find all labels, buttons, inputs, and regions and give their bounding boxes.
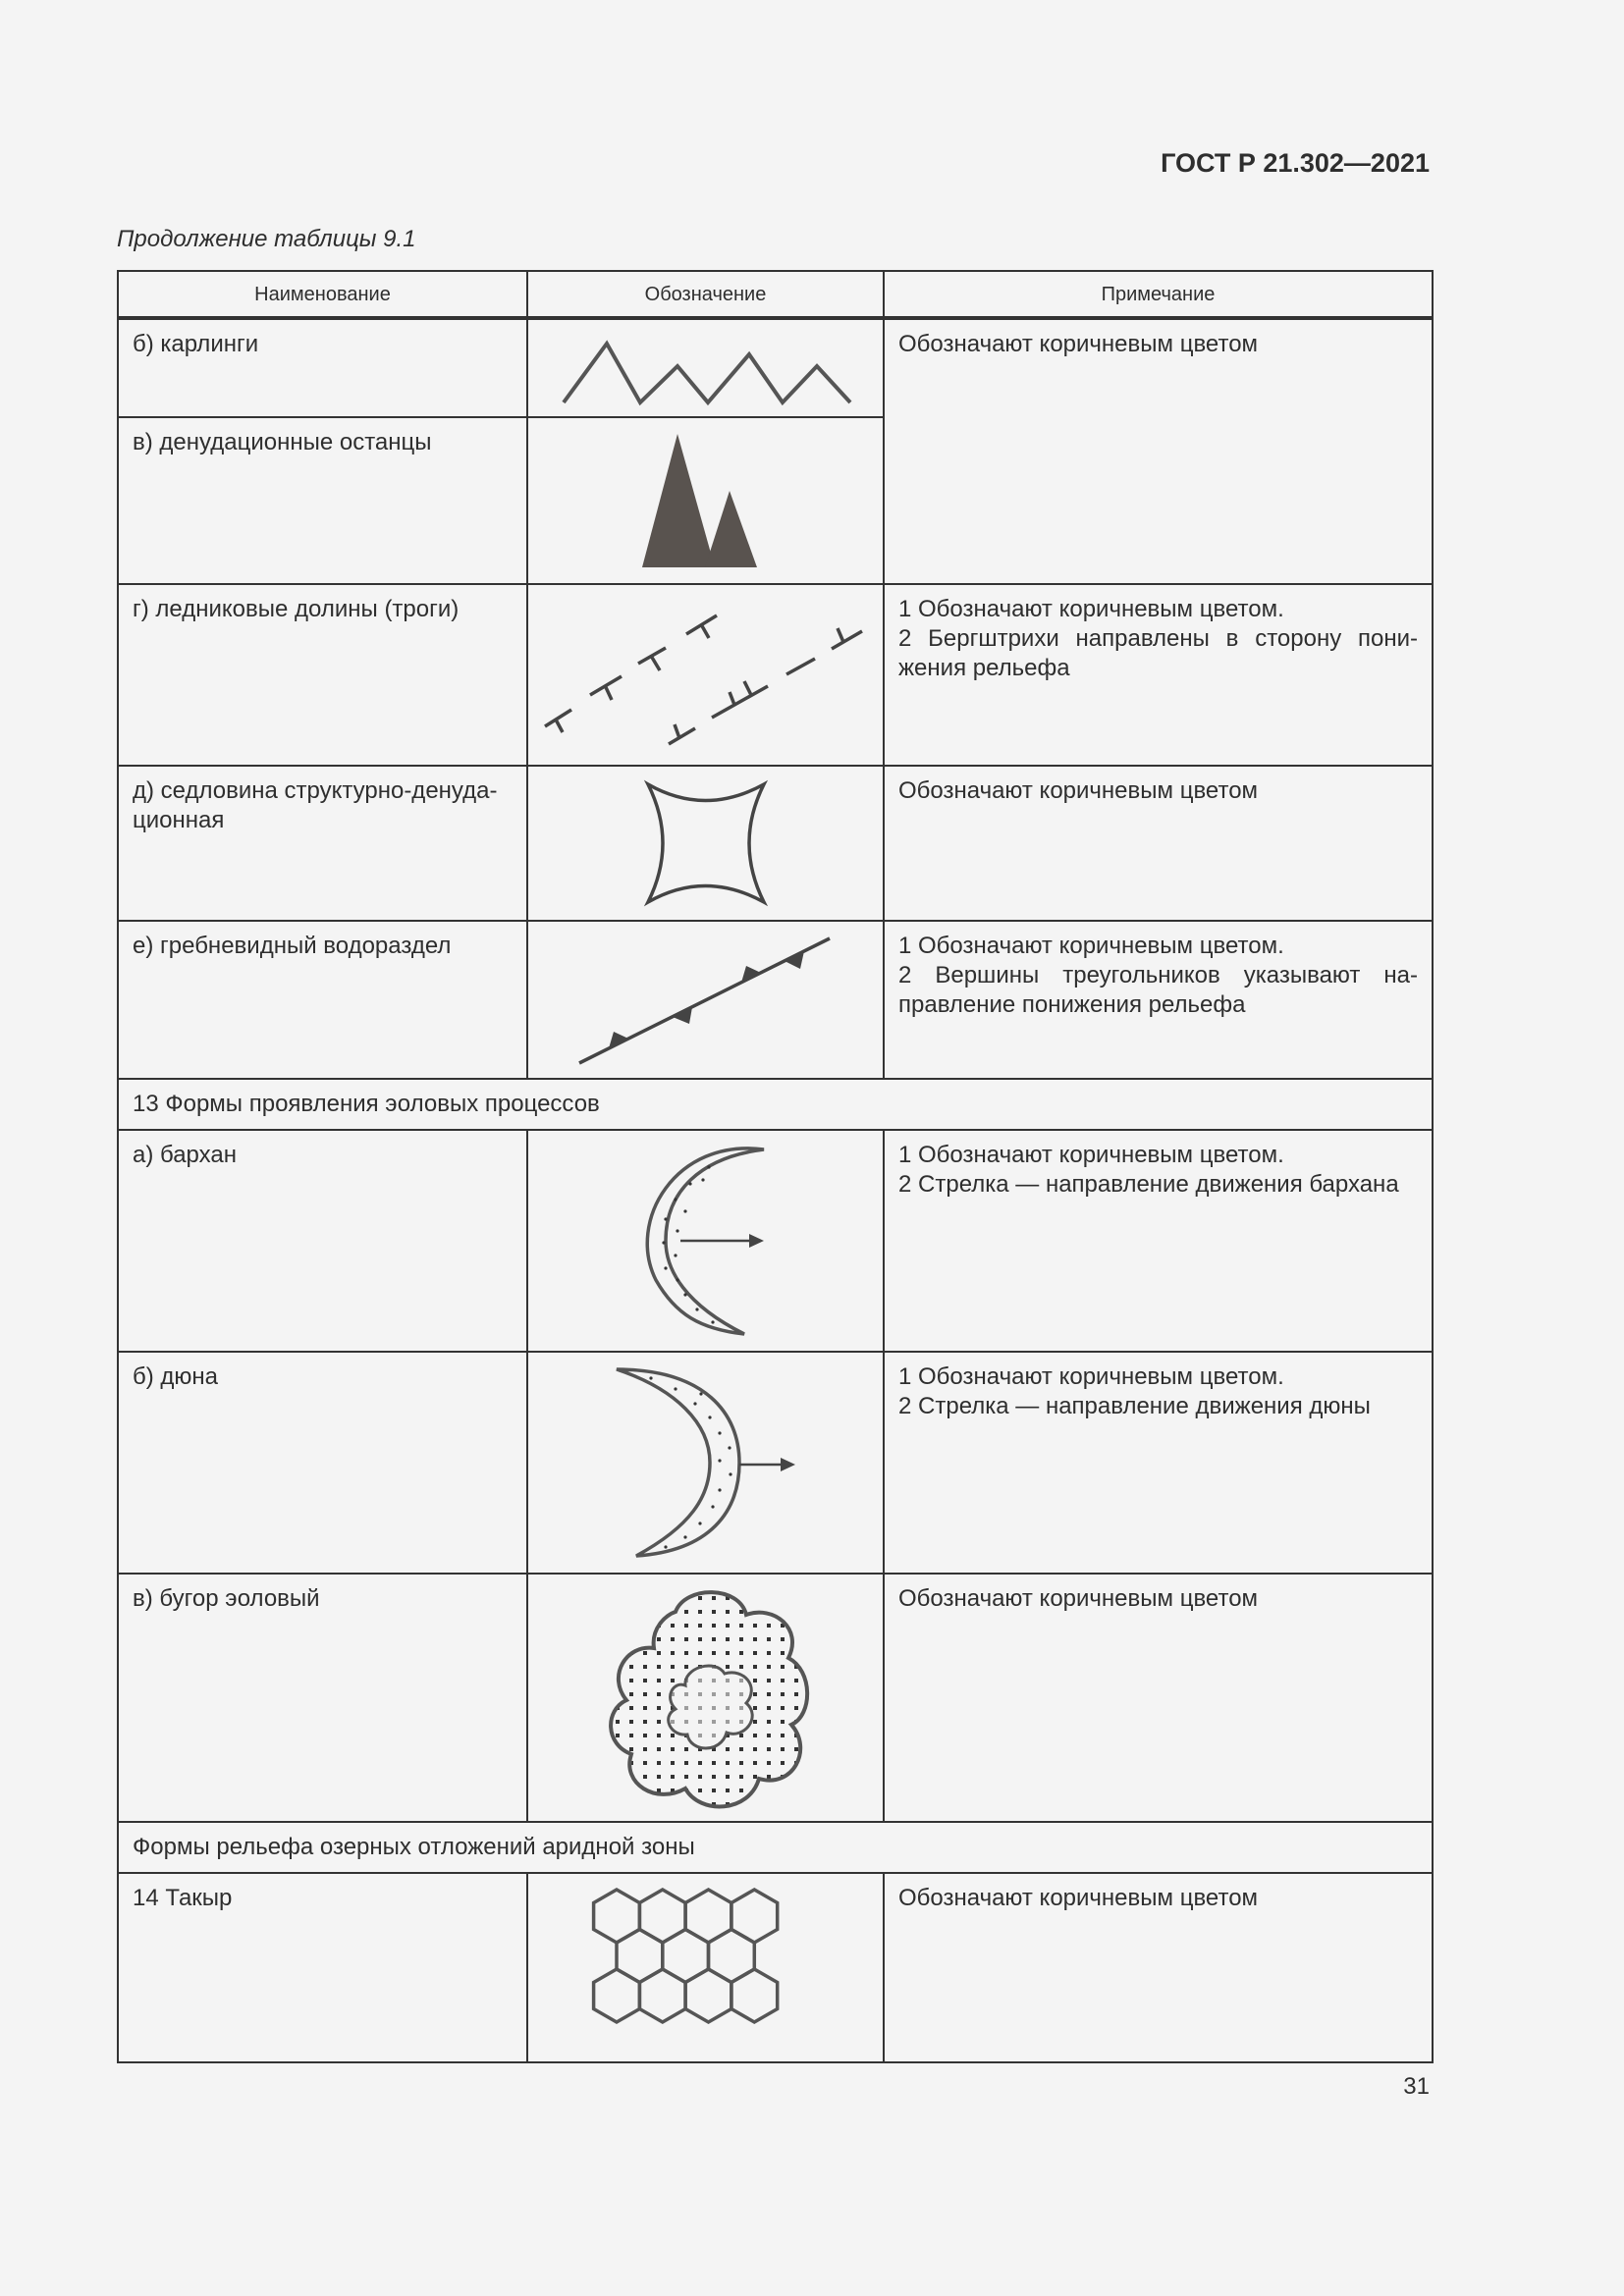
row-note (884, 584, 1433, 766)
aeolian-mound-symbol (528, 1577, 885, 1818)
row-name: г) ледниковые долины (троги) (118, 584, 527, 766)
note-line: Обозначают коричневым цветом (898, 1885, 1259, 1911)
column-header-name: Наименование (118, 271, 527, 318)
row-note (884, 1130, 1433, 1352)
hexagon-cell (594, 1969, 640, 2022)
hexagon-cell (731, 1969, 778, 2022)
row-note (884, 1574, 1433, 1822)
symbol-cell (527, 766, 884, 921)
table-row (118, 1130, 1433, 1352)
symbols-table (117, 270, 1434, 2063)
symbol-cell (527, 1574, 884, 1822)
barchan-symbol (528, 1133, 885, 1349)
note-line: 1 Обозначают коричневым цветом. (898, 596, 1284, 622)
note-line: Обозначают коричневым цветом (898, 1585, 1259, 1612)
row-note (884, 766, 1433, 921)
table-row (118, 584, 1433, 766)
symbol-cell (527, 584, 884, 766)
peaks-symbol (528, 420, 885, 582)
row-name: б) дюна (118, 1352, 527, 1574)
note-line: 2 Вершины треугольников указывают на-правление понижения рельефа (898, 962, 1418, 1018)
section-title: 13 Формы проявления эоловых процессов (118, 1079, 1433, 1130)
section-row (118, 1822, 1433, 1873)
row-name: в) денудационные останцы (118, 417, 527, 584)
note-line: 2 Стрелка — направление движения бархана (898, 1171, 1399, 1198)
row-name: а) бархан (118, 1130, 527, 1352)
symbol-cell (527, 1130, 884, 1352)
table-header-row (118, 271, 1433, 318)
row-name: б) карлинги (118, 318, 527, 417)
symbol-cell (527, 1352, 884, 1574)
note-line: 2 Бергштрихи направлены в сторону пони-жения рельефа (898, 625, 1418, 681)
note-line: 2 Стрелка — направление движения дюны (898, 1393, 1371, 1419)
table-row (118, 921, 1433, 1079)
dune-symbol (528, 1355, 885, 1571)
row-name: 14 Такыр (118, 1873, 527, 2062)
row-note (884, 318, 1433, 584)
trough-symbol (528, 587, 885, 764)
row-note (884, 1352, 1433, 1574)
row-name: в) бугор эоловый (118, 1574, 527, 1822)
saddle-symbol (528, 770, 885, 917)
column-header-symbol: Обозначение (527, 271, 884, 318)
symbol-cell (527, 417, 884, 584)
hexagon-cell (639, 1969, 685, 2022)
table-row (118, 766, 1433, 921)
note-line: 1 Обозначают коричневым цветом. (898, 933, 1284, 959)
zigzag-symbol (528, 322, 885, 415)
note-line: 1 Обозначают коричневым цветом. (898, 1363, 1284, 1390)
symbol-cell (527, 921, 884, 1079)
table-row (118, 1873, 1433, 2062)
ridge-symbol (528, 924, 885, 1076)
row-name: е) гребневидный водораздел (118, 921, 527, 1079)
symbol-cell (527, 1873, 884, 2062)
row-note (884, 1873, 1433, 2062)
note-line: Обозначают коричневым цветом (898, 331, 1259, 357)
section-title: Формы рельефа озерных отложений аридной зоны (118, 1822, 1433, 1873)
hexagon-cell (685, 1969, 731, 2022)
row-name: д) седловина структурно-денуда-ционная (118, 766, 527, 921)
table-row (118, 1352, 1433, 1574)
symbol-cell (527, 318, 884, 417)
table-row (118, 318, 1433, 417)
row-note (884, 921, 1433, 1079)
note-line: Обозначают коричневым цветом (898, 777, 1259, 804)
section-row (118, 1079, 1433, 1130)
table-row (118, 1574, 1433, 1822)
page-number: 31 (1403, 2073, 1430, 2100)
takyr-symbol (528, 1877, 885, 2058)
note-line: 1 Обозначают коричневым цветом. (898, 1142, 1284, 1168)
column-header-note: Примечание (884, 271, 1433, 318)
document-code: ГОСТ Р 21.302—2021 (1161, 148, 1430, 178)
table-caption: Продолжение таблицы 9.1 (117, 226, 416, 252)
